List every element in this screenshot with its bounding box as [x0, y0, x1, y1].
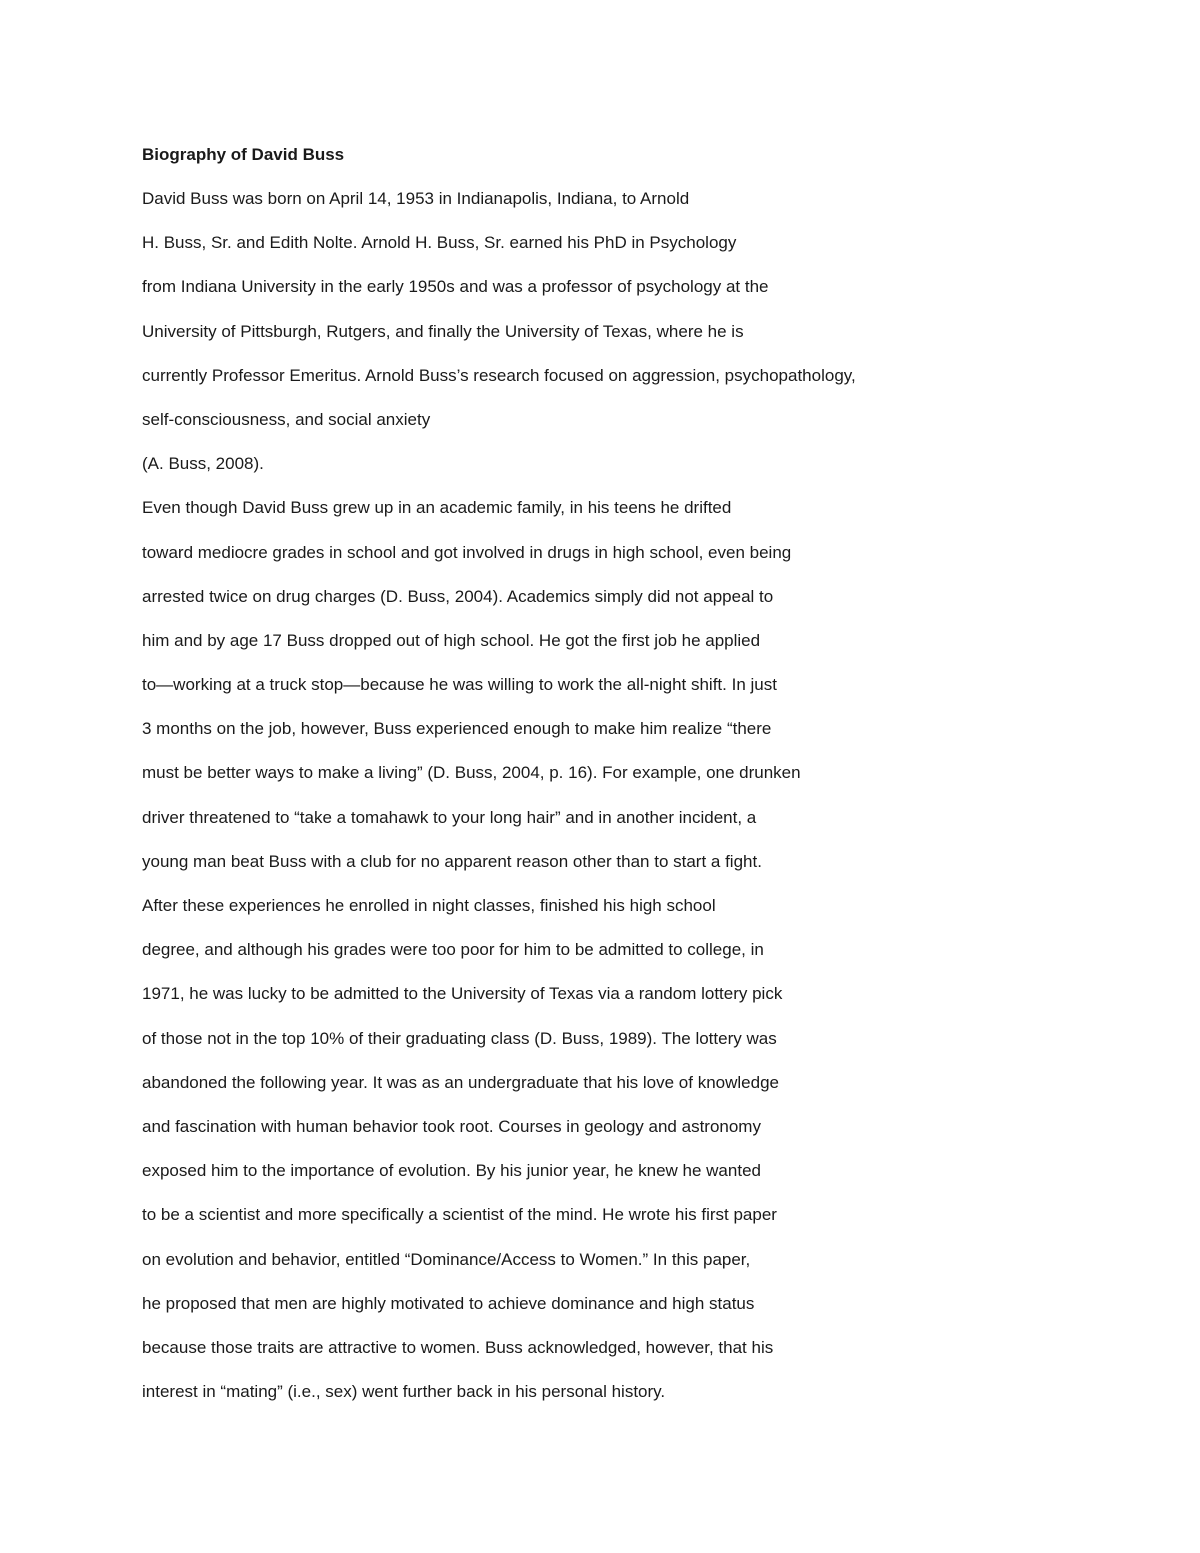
document-body — [142, 187, 856, 1424]
body-line: 1971, he was lucky to be admitted to the University of Texas via a random lottery pick — [142, 984, 783, 1004]
body-line: exposed him to the importance of evolution. By his junior year, he knew he wanted — [142, 1161, 761, 1181]
body-line: (A. Buss, 2008). — [142, 454, 264, 474]
body-line: to be a scientist and more specifically a scientist of the mind. He wrote his first paper — [142, 1205, 777, 1225]
body-line: to—working at a truck stop—because he was willing to work the all-night shift. In just — [142, 675, 777, 695]
body-line: him and by age 17 Buss dropped out of high school. He got the first job he applied — [142, 630, 761, 650]
body-line: interest in “mating” (i.e., sex) went further back in his personal history. — [142, 1382, 666, 1402]
body-line: he proposed that men are highly motivated to achieve dominance and high status — [142, 1293, 755, 1313]
body-line: David Buss was born on April 14, 1953 in Indianapolis, Indiana, to Arnold — [142, 189, 690, 208]
body-line: degree, and although his grades were too poor for him to be admitted to college, in — [142, 940, 764, 960]
body-line: self-consciousness, and social anxiety — [142, 409, 431, 429]
body-line: abandoned the following year. It was as an undergraduate that his love of knowledge — [142, 1072, 779, 1092]
body-line: on evolution and behavior, entitled “Dominance/Access to Women.” In this paper, — [142, 1249, 751, 1269]
body-line: of those not in the top 10% of their graduating class (D. Buss, 1989). The lottery was — [142, 1028, 777, 1048]
body-line: from Indiana University in the early 1950s and was a professor of psychology at the — [142, 277, 769, 297]
body-line: Even though David Buss grew up in an academic family, in his teens he drifted — [142, 498, 732, 518]
body-line: 3 months on the job, however, Buss experienced enough to make him realize “there — [142, 719, 772, 739]
body-line: driver threatened to “take a tomahawk to your long hair” and in another incident, a — [142, 807, 757, 827]
body-line: arrested twice on drug charges (D. Buss, 2004). Academics simply did not appeal to — [142, 586, 774, 606]
body-line: currently Professor Emeritus. Arnold Buss’s research focused on aggression, psychopathology, — [142, 365, 856, 385]
body-line: toward mediocre grades in school and got involved in drugs in high school, even being — [142, 542, 792, 562]
body-line: young man beat Buss with a club for no apparent reason other than to start a fight. — [142, 851, 762, 871]
body-line: University of Pittsburgh, Rutgers, and finally the University of Texas, where he is — [142, 321, 744, 341]
body-line: H. Buss, Sr. and Edith Nolte. Arnold H. Buss, Sr. earned his PhD in Psychology — [142, 233, 737, 253]
body-line: After these experiences he enrolled in night classes, finished his high school — [142, 896, 716, 915]
body-line: because those traits are attractive to women. Buss acknowledged, however, that his — [142, 1337, 774, 1357]
body-line: and fascination with human behavior took root. Courses in geology and astronomy — [142, 1116, 761, 1136]
document-title: Biography of David Buss — [142, 145, 345, 164]
body-line: must be better ways to make a living” (D. Buss, 2004, p. 16). For example, one drunken — [142, 763, 801, 783]
